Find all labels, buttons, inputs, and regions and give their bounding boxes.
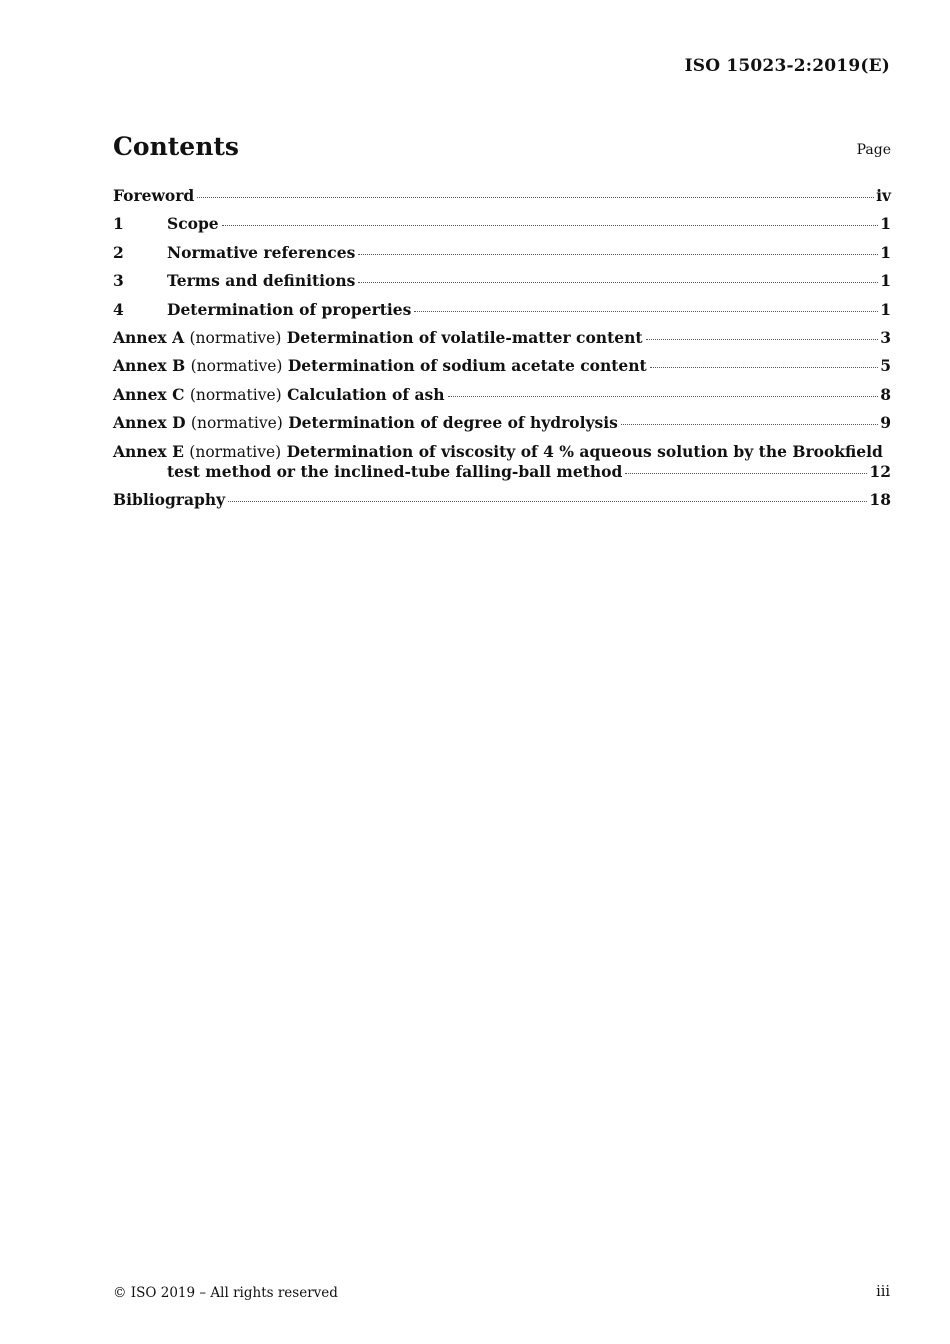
dot-leader [228,501,867,502]
toc-page-number: 12 [869,461,891,481]
annex-label: Annex E [113,441,184,461]
toc-title: Determination of properties [167,299,412,319]
toc-clause-number: 2 [113,242,124,262]
annex-label: Annex B [113,356,186,376]
toc-entry-scope[interactable] [113,214,891,234]
dot-leader [358,282,878,283]
dot-leader [222,225,879,226]
dot-leader [625,473,867,474]
dot-leader [650,367,878,368]
toc-clause-number: 4 [113,299,124,319]
toc-title: Terms and definitions [167,271,356,291]
toc-entry-annex-e[interactable] [113,442,891,482]
toc-entry-determination-of-properties[interactable] [113,300,891,320]
toc-page-number: 9 [880,413,891,433]
document-id: ISO 15023-2:2019(E) [684,56,890,76]
toc-page-number: 1 [880,242,891,262]
annex-type: (normative) [189,328,282,347]
toc-page-number: 3 [880,327,891,347]
toc-entry-annex-a[interactable] [113,328,891,348]
toc-entry-normative-references[interactable] [113,243,891,263]
annex-label: Annex C [113,384,185,404]
contents-title: Contents [113,132,240,161]
toc-title: Calculation of ash [287,384,445,404]
toc-entry-annex-d[interactable] [113,413,891,433]
dot-leader [646,339,879,340]
toc-title: Determination of volatile-matter content [286,327,643,347]
toc-title: Determination of degree of hydrolysis [288,413,618,433]
toc-page-number: 18 [869,489,891,509]
annex-type: (normative) [190,414,283,433]
dot-leader [621,424,878,425]
annex-type: (normative) [190,357,283,376]
annex-label: Annex A [113,327,185,347]
annex-type: (normative) [189,385,282,404]
toc-title-line1: Determination of viscosity of 4 % aqueous solution by the Brookfield [286,441,883,461]
dot-leader [197,197,874,198]
dot-leader [448,396,879,397]
toc-entry-annex-b[interactable] [113,356,891,376]
toc-title: Scope [167,214,219,234]
dot-leader [414,311,878,312]
toc-title-line2: test method or the inclined-tube falling-ball method [167,461,623,481]
toc-page-number: 1 [880,299,891,319]
toc-page-number: iv [876,186,891,205]
toc-clause-number: 1 [113,214,124,234]
toc-clause-number: 3 [113,271,124,291]
annex-type: (normative) [189,442,282,461]
dot-leader [358,254,878,255]
toc-title: Determination of sodium acetate content [287,356,647,376]
annex-label: Annex D [113,413,186,433]
copyright-notice: © ISO 2019 – All rights reserved [113,1285,338,1301]
toc-entry-annex-c[interactable] [113,385,891,405]
page-column-label: Page [856,142,891,158]
toc-entry-foreword[interactable] [113,186,891,206]
toc-page-number: 8 [880,384,891,404]
toc-title: Foreword [113,186,195,205]
table-of-contents [113,186,891,518]
toc-entry-bibliography[interactable] [113,490,891,510]
toc-page-number: 5 [880,356,891,376]
toc-page-number: 1 [880,271,891,291]
contents-header [113,132,891,164]
page-number: iii [876,1284,890,1300]
toc-entry-terms-and-definitions[interactable] [113,271,891,291]
toc-page-number: 1 [880,214,891,234]
toc-title: Normative references [167,242,356,262]
toc-title: Bibliography [113,489,226,509]
